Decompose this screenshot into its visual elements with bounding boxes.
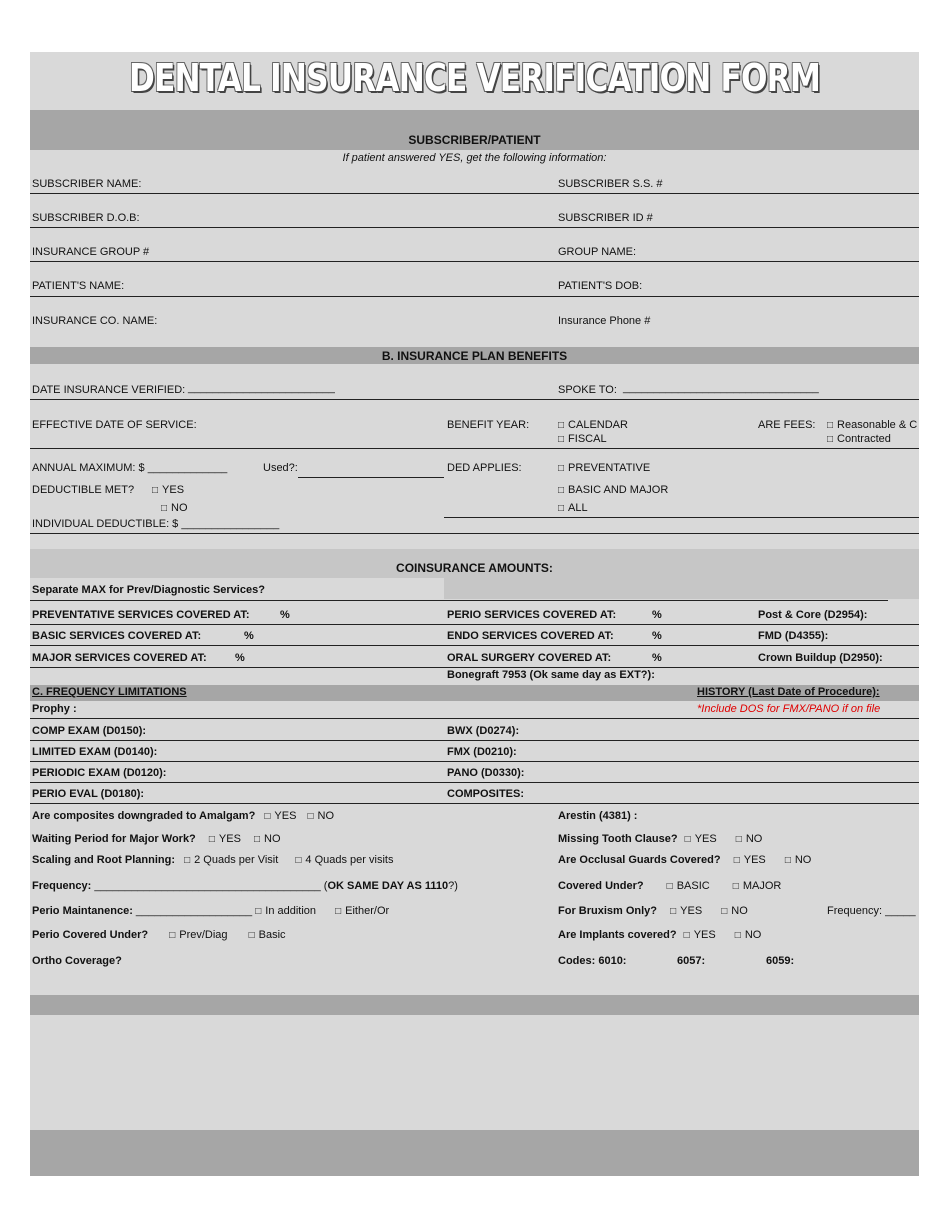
basic-pct: %	[244, 630, 254, 642]
implants-row	[558, 929, 761, 941]
insurance-co-label: INSURANCE CO. NAME:	[32, 315, 158, 327]
same-day-note: OK SAME DAY AS 1110	[327, 880, 449, 892]
waiting-row	[32, 833, 281, 845]
composites-label: COMPOSITES:	[447, 788, 525, 800]
patient-dob-label: PATIENT'S DOB:	[558, 280, 643, 292]
arestin-label: Arestin (4381) :	[558, 810, 638, 822]
amalgam-row	[32, 810, 334, 822]
two-quads-checkbox[interactable]: □ 2 Quads per Visit	[184, 854, 278, 866]
perio-maint-row	[32, 905, 389, 917]
fmx-label: FMX (D0210):	[447, 746, 517, 758]
covered-major-checkbox[interactable]: □ MAJOR	[733, 880, 782, 892]
history-header: HISTORY (Last Date of Procedure):	[697, 686, 880, 698]
date-verified-label: DATE INSURANCE VERIFIED:	[32, 384, 186, 396]
prev-covered-label: PREVENTATIVE SERVICES COVERED AT:	[32, 609, 250, 621]
amalgam-no-checkbox[interactable]: □ NO	[307, 810, 334, 822]
row-line	[30, 761, 919, 762]
bonegraft-label: Bonegraft 7953 (Ok same day as EXT?):	[447, 669, 655, 681]
comp-exam-label: COMP EXAM (D0150):	[32, 725, 147, 737]
subscriber-header: SUBSCRIBER/PATIENT	[408, 133, 541, 147]
missing-no-checkbox[interactable]: □ NO	[736, 833, 763, 845]
coinsurance-header: COINSURANCE AMOUNTS:	[396, 561, 553, 575]
row-line	[30, 193, 919, 194]
patient-name-label: PATIENT'S NAME:	[32, 280, 125, 292]
frequency-row: Frequency: _____________________________________ (OK SAME DAY AS 1110?)	[32, 880, 458, 892]
perio-maint-blank: ___________________	[135, 905, 253, 917]
row-line	[30, 667, 919, 668]
frequency-blank: _____________________________________	[94, 880, 321, 892]
bruxism-row	[558, 905, 748, 917]
row-line	[30, 645, 919, 646]
row-line	[30, 227, 919, 228]
ded-applies-label: DED APPLIES:	[447, 462, 522, 474]
footer-band	[30, 1130, 919, 1176]
top-band	[30, 110, 919, 130]
effective-date-label: EFFECTIVE DATE OF SERVICE:	[32, 419, 197, 431]
row-line	[30, 782, 919, 783]
occlusal-row	[558, 854, 811, 866]
benefit-year-label: BENEFIT YEAR:	[447, 419, 530, 431]
bruxism-frequency: Frequency: _____	[827, 905, 916, 917]
spoke-to-blank: ________________________________	[623, 382, 819, 394]
used-label: Used?:	[263, 462, 298, 474]
frequency-header: C. FREQUENCY LIMITATIONS	[32, 686, 187, 698]
code-6057-label: 6057:	[677, 955, 706, 967]
occlusal-yes-checkbox[interactable]: □ YES	[734, 854, 766, 866]
oral-surgery-label: ORAL SURGERY COVERED AT:	[447, 652, 612, 664]
prophy-label: Prophy :	[32, 703, 77, 715]
prev-pct: %	[280, 609, 290, 621]
covered-basic-checkbox[interactable]: □ BASIC	[667, 880, 710, 892]
limited-exam-label: LIMITED EXAM (D0140):	[32, 746, 158, 758]
prev-diag-checkbox[interactable]: □ Prev/Diag	[169, 929, 227, 941]
basic-covered-label: BASIC SERVICES COVERED AT:	[32, 630, 202, 642]
are-fees-label: ARE FEES:	[758, 419, 816, 431]
covered-under-question: Covered Under?	[558, 880, 644, 892]
either-or-checkbox[interactable]: □ Either/Or	[335, 905, 389, 917]
bottom-band	[30, 995, 919, 1015]
waiting-yes-checkbox[interactable]: □ YES	[209, 833, 241, 845]
perio-pct: %	[652, 609, 662, 621]
four-quads-checkbox[interactable]: □ 4 Quads per visits	[295, 854, 393, 866]
codes-6010-label: Codes: 6010:	[558, 955, 627, 967]
fiscal-checkbox[interactable]: □ FISCAL	[558, 433, 607, 445]
code-6059-label: 6059:	[766, 955, 795, 967]
major-covered-label: MAJOR SERVICES COVERED AT:	[32, 652, 207, 664]
row-line	[30, 399, 919, 400]
group-number-label: INSURANCE GROUP #	[32, 246, 150, 258]
waiting-question: Waiting Period for Major Work?	[32, 833, 196, 845]
occlusal-question: Are Occlusal Guards Covered?	[558, 854, 721, 866]
ded-met-yes-checkbox[interactable]: □ YES	[152, 484, 184, 496]
occlusal-no-checkbox[interactable]: □ NO	[785, 854, 812, 866]
basic-checkbox[interactable]: □ Basic	[249, 929, 286, 941]
all-checkbox[interactable]: □ ALL	[558, 502, 588, 514]
annual-max-label: ANNUAL MAXIMUM: $ _____________	[32, 462, 228, 474]
subscriber-name-label: SUBSCRIBER NAME:	[32, 178, 142, 190]
covered-under-row	[558, 880, 781, 892]
crown-buildup-label: Crown Buildup (D2950):	[758, 652, 883, 664]
contracted-checkbox[interactable]: □ Contracted	[827, 433, 891, 445]
subscriber-ss-label: SUBSCRIBER S.S. #	[558, 178, 663, 190]
subscriber-id-label: SUBSCRIBER ID #	[558, 212, 653, 224]
perio-covered-question: Perio Covered Under?	[32, 929, 149, 941]
bruxism-yes-checkbox[interactable]: □ YES	[670, 905, 702, 917]
major-pct: %	[235, 652, 245, 664]
implants-yes-checkbox[interactable]: □ YES	[684, 929, 716, 941]
bruxism-question: For Bruxism Only?	[558, 905, 658, 917]
pano-label: PANO (D0330):	[447, 767, 525, 779]
row-line	[30, 803, 919, 804]
periodic-exam-label: PERIODIC EXAM (D0120):	[32, 767, 167, 779]
perio-covered-row	[32, 929, 286, 941]
calendar-checkbox[interactable]: □ CALENDAR	[558, 419, 628, 431]
individual-deductible-label: INDIVIDUAL DEDUCTIBLE: $ ________________	[32, 518, 280, 530]
form-sheet	[30, 52, 919, 1176]
form-title: DENTAL INSURANCE VERIFICATION FORM	[128, 56, 821, 100]
used-line	[298, 477, 444, 478]
endo-covered-label: ENDO SERVICES COVERED AT:	[447, 630, 614, 642]
row-line	[30, 533, 919, 534]
amalgam-yes-checkbox[interactable]: □ YES	[264, 810, 296, 822]
bwx-label: BWX (D0274):	[447, 725, 520, 737]
oral-pct: %	[652, 652, 662, 664]
srp-question: Scaling and Root Planning:	[32, 854, 175, 866]
row-line	[30, 740, 919, 741]
row-line	[444, 517, 919, 518]
ortho-coverage-label: Ortho Coverage?	[32, 955, 122, 967]
include-dos-note: *Include DOS for FMX/PANO if on file	[697, 703, 881, 715]
perio-covered-label: PERIO SERVICES COVERED AT:	[447, 609, 617, 621]
plan-header: B. INSURANCE PLAN BENEFITS	[381, 349, 568, 363]
group-name-label: GROUP NAME:	[558, 246, 637, 258]
fmd-label: FMD (D4355):	[758, 630, 829, 642]
row-line	[30, 624, 919, 625]
row-line	[30, 296, 919, 297]
date-verified-blank: ________________________	[188, 382, 335, 394]
row-line	[30, 261, 919, 262]
post-core-label: Post & Core (D2954):	[758, 609, 868, 621]
sep-max-label: Separate MAX for Prev/Diagnostic Services?	[32, 584, 265, 596]
subscriber-note: If patient answered YES, get the following information:	[342, 152, 607, 164]
bruxism-no-checkbox[interactable]: □ NO	[721, 905, 748, 917]
basic-major-checkbox[interactable]: □ BASIC AND MAJOR	[558, 484, 668, 496]
frequency-label: Frequency:	[32, 880, 92, 892]
ded-met-label: DEDUCTIBLE MET?	[32, 484, 135, 496]
endo-pct: %	[652, 630, 662, 642]
reasonable-checkbox[interactable]: □ Reasonable & C	[827, 419, 917, 431]
subscriber-dob-label: SUBSCRIBER D.O.B:	[32, 212, 140, 224]
insurance-phone-label: Insurance Phone #	[558, 315, 651, 327]
implants-no-checkbox[interactable]: □ NO	[735, 929, 762, 941]
in-addition-checkbox[interactable]: □ In addition	[255, 905, 316, 917]
row-line	[30, 448, 919, 449]
spoke-to-label: SPOKE TO:	[558, 384, 617, 396]
amalgam-question: Are composites downgraded to Amalgam?	[32, 810, 256, 822]
perio-eval-label: PERIO EVAL (D0180):	[32, 788, 145, 800]
missing-tooth-question: Missing Tooth Clause?	[558, 833, 678, 845]
preventative-checkbox[interactable]: □ PREVENTATIVE	[558, 462, 650, 474]
missing-yes-checkbox[interactable]: □ YES	[685, 833, 717, 845]
ded-met-no-checkbox[interactable]: □ NO	[161, 502, 188, 514]
implants-question: Are Implants covered?	[558, 929, 677, 941]
row-line	[30, 600, 888, 601]
waiting-no-checkbox[interactable]: □ NO	[254, 833, 281, 845]
row-line	[30, 718, 919, 719]
missing-tooth-row	[558, 833, 762, 845]
srp-row	[32, 854, 393, 866]
perio-maint-label: Perio Maintanence:	[32, 905, 133, 917]
